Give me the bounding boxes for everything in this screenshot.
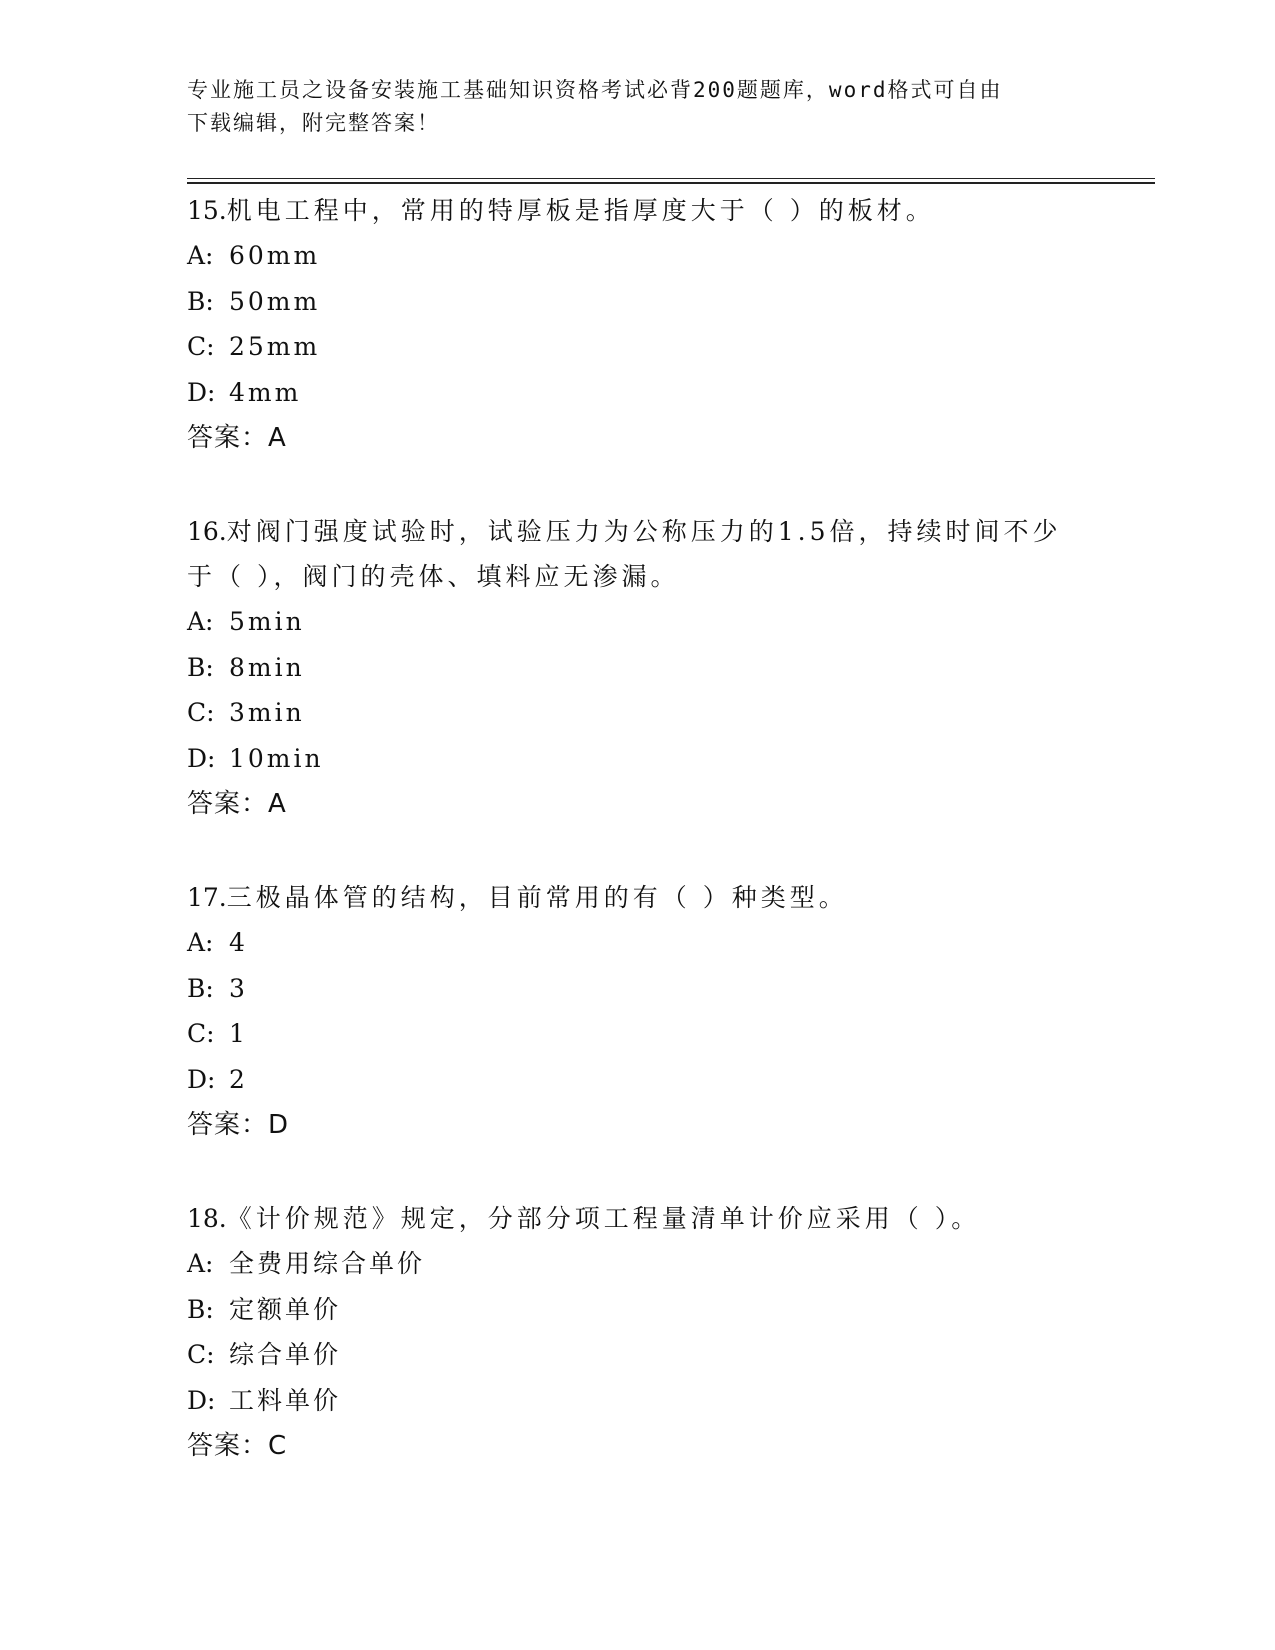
option-a [187,599,1087,645]
question-18 [187,1196,1087,1469]
option-key: A: [187,241,214,270]
option-key: B: [187,286,214,316]
question-16 [187,509,1087,827]
answer-line: 答案：A [187,423,287,453]
question-number: 17. [187,883,227,912]
option-key: C: [187,332,215,361]
option-key: D: [187,743,216,773]
option-text: 1 [229,1019,248,1048]
option-key: D: [187,377,216,407]
question-text: 机电工程中，常用的特厚板是指厚度大于（ ）的板材。 [226,196,935,225]
option-c [187,1011,1087,1057]
question-stem [187,1196,1077,1241]
question-number: 18. [187,1204,227,1233]
option-key: C: [187,698,215,727]
option-d [187,1378,1087,1424]
question-stem [187,875,1077,920]
question-number: 15. [187,196,227,225]
answer-line: 答案：A [187,789,287,819]
option-text: 综合单价 [229,1340,342,1369]
option-key: D: [187,1385,216,1415]
option-key: B: [187,652,214,682]
question-text: 《计价规范》规定，分部分项工程量清单计价应采用（ ）。 [226,1204,981,1233]
option-text: 10min [229,743,324,773]
option-text: 4 [229,928,248,957]
header-divider-thin [187,178,1155,179]
question-15 [187,188,1087,461]
option-c [187,1332,1087,1378]
option-b [187,966,1087,1012]
question-17 [187,875,1087,1148]
option-text: 3min [229,698,305,727]
option-text: 5min [229,607,305,636]
option-text: 工料单价 [229,1385,342,1415]
question-stem [187,509,1077,599]
option-text: 定额单价 [229,1294,342,1324]
option-b [187,1287,1087,1333]
option-key: A: [187,928,214,957]
option-a [187,233,1087,279]
document-header [187,74,1067,140]
option-text: 3 [229,973,248,1003]
option-c [187,324,1087,370]
header-line-1: 专业施工员之设备安装施工基础知识资格考试必背200题题库，word格式可自由 [187,78,1003,102]
option-text: 25mm [229,332,321,361]
option-key: B: [187,973,214,1003]
option-text: 8min [229,652,305,682]
question-text: 对阀门强度试验时，试验压力为公称压力的1.5倍，持续时间不少于（ ），阀门的壳体、填料应无渗漏。 [187,517,1062,591]
option-key: C: [187,1340,215,1369]
question-text: 三极晶体管的结构，目前常用的有（ ）种类型。 [226,883,848,912]
question-number: 16. [187,517,227,546]
answer-line: 答案：C [187,1431,288,1461]
option-a [187,920,1087,966]
option-b [187,279,1087,325]
option-key: D: [187,1064,216,1094]
option-text: 全费用综合单价 [229,1249,426,1278]
option-text: 50mm [229,286,321,316]
option-text: 4mm [229,377,302,407]
option-key: A: [187,607,214,636]
option-d [187,736,1087,782]
question-list [187,188,1087,1517]
option-text: 60mm [229,241,321,270]
option-text: 2 [229,1064,248,1094]
option-key: B: [187,1294,214,1324]
header-line-2: 下载编辑，附完整答案！ [187,111,440,135]
option-d [187,370,1087,416]
header-divider-thick [187,182,1155,184]
option-c [187,690,1087,736]
answer-line: 答案：D [187,1110,290,1140]
option-a [187,1241,1087,1287]
question-stem [187,188,1077,233]
option-d [187,1057,1087,1103]
option-key: C: [187,1019,215,1048]
option-key: A: [187,1249,214,1278]
option-b [187,645,1087,691]
